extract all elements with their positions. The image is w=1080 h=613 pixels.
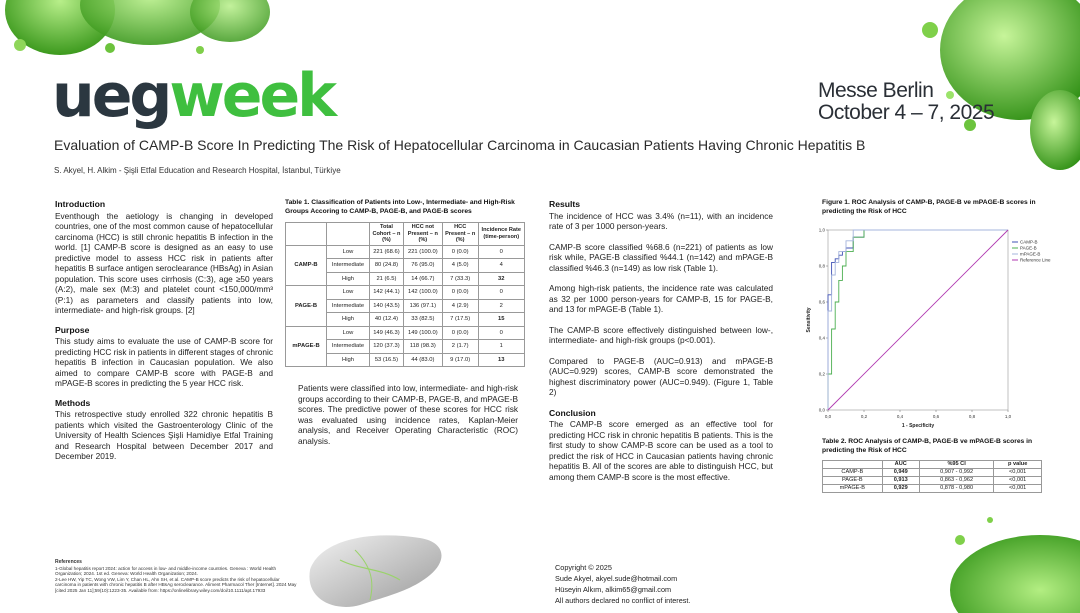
level-cell: Intermediate: [327, 340, 370, 354]
ci-cell: 0,878 - 0,980: [919, 485, 993, 493]
level-cell: High: [327, 353, 370, 367]
methods-continued-text: Patients were classified into low, intermediate- and high-risk groups according to their CAMP-B, PAGE-B, and mPAGE-B scores. The predictive power of these scores for HCC risk was evaluated using incidence rates, Kaplan-Meier analysis, and Receiver Operating Characteristic (ROC) analysis.: [298, 383, 518, 446]
roc-chart: [800, 222, 1051, 440]
conflict-statement: All authors declared no conflict of interest.: [555, 596, 691, 605]
not-present-cell: 142 (100.0): [403, 286, 442, 300]
x-tick-label: 0,2: [860, 414, 868, 419]
table1-header-row: [286, 223, 525, 246]
level-cell: Low: [327, 326, 370, 340]
auc-cell: 0,913: [882, 477, 919, 485]
results-p1: The incidence of HCC was 3.4% (n=11), with an incidence rate of 3 per 1000 person-years.: [549, 210, 773, 231]
y-axis-label: Sensitivity: [806, 307, 812, 333]
author-contact-2: Hüseyin Alkım, alkim65@gmail.com: [555, 585, 672, 594]
table2-header-row: [823, 461, 1042, 469]
table-row: [286, 326, 525, 340]
table1-header-cell: Total Cohort – n (%): [370, 223, 404, 246]
total-cell: 149 (46.3): [370, 326, 404, 340]
venue: [818, 80, 994, 124]
y-tick-label: 0,6: [818, 299, 825, 305]
rate-cell: 0: [478, 245, 524, 259]
introduction-text: Eventhough the aetiology is changing in developed countries, one of the most common cause of hepatocellular carcinoma (HCC) is still chronic hepatitis B infection in the world. [1] CAMP-B score is designed as an easy to use predictive model to assess HCC risk in patients after hepatitis B surface antigen seroclearance (HBsAg) in Asian population. This score uses cirrhosis (C:3), age ≥50 years (A:2), male sex (M:3) and platelet count <150,000/mm³ (P:1) as parameters and classify patients into low, intermediate- and high-risk groups. [2]: [55, 210, 273, 315]
author-contact-1: Sude Akyel, akyel.sude@hotmail.com: [555, 574, 678, 583]
ci-cell: 0,863 - 0,962: [919, 477, 993, 485]
total-cell: 40 (12.4): [370, 313, 404, 327]
x-tick-label: 0,0: [824, 414, 832, 419]
methods-section: [55, 398, 273, 462]
logo-ueg: ueg: [52, 61, 170, 131]
purpose-text: This study aims to evaluate the use of CAMP-B score for predicting HCC risk in patients in different stages of chronic hepatitis B infection in Caucasian population. We also aimed to compare CAMP-B score with PAGE-B and mPAGE-B scores in predicting the 5 year HCC risk.: [55, 336, 273, 388]
present-cell: 4 (2.9): [442, 299, 478, 313]
present-cell: 2 (1.7): [442, 340, 478, 354]
rate-cell: 13: [478, 353, 524, 367]
not-present-cell: 136 (97.1): [403, 299, 442, 313]
table1-caption: Table 1. Classification of Patients into Low-, Intermediate- and High-Risk Groups Accoring to CAMP-B, PAGE-B, and PAGE-B scores: [285, 199, 515, 215]
liver-illustration: [300, 520, 450, 608]
total-cell: 221 (68.6): [370, 245, 404, 259]
purpose-heading: Purpose: [55, 324, 90, 335]
authors: S. Akyel, H. Alkim - Şişli Etfal Education and Research Hospital, İstanbul, Türkiye: [54, 166, 341, 175]
total-cell: 120 (37.3): [370, 340, 404, 354]
results-p4: The CAMP-B score effectively distinguished between low-, intermediate- and high-risk groups (p<0.001).: [549, 324, 773, 345]
table2-caption: Table 2. ROC Analysis of CAMP-B, PAGE-B ve mPAGE-B scores in predicting the Risk of HCC: [822, 438, 1033, 454]
table2: [822, 460, 1042, 493]
rate-cell: 0: [478, 286, 524, 300]
auc-cell: 0,949: [882, 469, 919, 477]
figure1-caption: Figure 1. ROC Analysis of CAMP-B, PAGE-B ve mPAGE-B scores in predicting the Risk of HCC: [822, 199, 1036, 215]
results-p5: Compared to PAGE-B (AUC=0.913) and mPAGE-B (AUC=0.929) scores, CAMP-B score demonstrated the highest discriminatory power (AUC=0.949). (Figure 1, Table 2): [549, 355, 773, 397]
total-cell: 80 (24.8): [370, 259, 404, 273]
table1-header-cell: HCC Present – n (%): [442, 223, 478, 246]
introduction-heading: Introduction: [55, 199, 106, 209]
present-cell: 7 (33.3): [442, 272, 478, 286]
y-tick-label: 0,2: [818, 371, 825, 377]
score-name-cell: mPAGE-B: [823, 485, 883, 493]
column-1: [55, 199, 273, 471]
results-heading: Results: [549, 199, 581, 209]
total-cell: 53 (16.5): [370, 353, 404, 367]
not-present-cell: 118 (98.3): [403, 340, 442, 354]
rate-cell: 32: [478, 272, 524, 286]
p-value-cell: <0,001: [994, 469, 1042, 477]
legend-label: PAGE-B: [1020, 245, 1037, 251]
references: [55, 560, 300, 594]
present-cell: 0 (0.0): [442, 245, 478, 259]
table1: [285, 222, 525, 367]
conclusion-text: The CAMP-B score emerged as an effective tool for predicting HCC risk in chronic hepatitis B patients. This is the first study to show CAMP-B score can be used as a tool to predict the risk of HCC in Caucasian patients having chronic hepatitis B. All of the scores are able to distinguish HCC, but among them CAMP-B score is the most effective.: [549, 419, 773, 482]
table-row: [823, 469, 1042, 477]
table1-header-cell: [327, 223, 370, 246]
not-present-cell: 149 (100.0): [403, 326, 442, 340]
not-present-cell: 33 (82.5): [403, 313, 442, 327]
copyright-line: Copyright © 2025: [555, 563, 612, 572]
score-name-cell: mPAGE-B: [286, 326, 327, 367]
venue-dates: October 4 – 7, 2025: [818, 101, 995, 124]
x-axis-label: 1 - Specificity: [901, 423, 935, 429]
methods-text: This retrospective study enrolled 322 chronic hepatitis B patients which visited the Gastroenterology Clinic of the University of Health Sciences Şişli Hamidiye Etfal Training and Research Hospital between December 2017 and December 2019.: [55, 409, 273, 461]
level-cell: High: [327, 313, 370, 327]
table-row: [823, 485, 1042, 493]
auc-cell: 0,929: [882, 485, 919, 493]
present-cell: 7 (17.5): [442, 313, 478, 327]
level-cell: Intermediate: [327, 299, 370, 313]
ueg-week-logo: [52, 61, 335, 131]
column-2: [285, 199, 525, 446]
x-tick-label: 1,0: [1004, 414, 1012, 419]
not-present-cell: 221 (100.0): [403, 245, 442, 259]
table1-header-cell: [286, 223, 327, 246]
table2-header-cell: %95 CI: [919, 461, 993, 469]
p-value-cell: <0,001: [994, 485, 1042, 493]
introduction-section: [55, 199, 273, 316]
total-cell: 140 (43.5): [370, 299, 404, 313]
score-name-cell: CAMP-B: [823, 469, 883, 477]
table-row: [823, 477, 1042, 485]
rate-cell: 15: [478, 313, 524, 327]
decor-bottom-right: [930, 500, 1080, 608]
ci-cell: 0,907 - 0,992: [919, 469, 993, 477]
score-name-cell: PAGE-B: [823, 477, 883, 485]
y-tick-label: 0,4: [818, 335, 825, 341]
score-name-cell: CAMP-B: [286, 245, 327, 286]
roc-chart-svg: [800, 222, 1051, 440]
column-3: [549, 199, 773, 482]
rate-cell: 2: [478, 299, 524, 313]
x-tick-label: 0,6: [932, 414, 940, 419]
methods-heading: Methods: [55, 397, 91, 408]
purpose-section: [55, 325, 273, 389]
y-tick-label: 0,8: [818, 263, 825, 269]
level-cell: Low: [327, 245, 370, 259]
level-cell: High: [327, 272, 370, 286]
present-cell: 0 (0.0): [442, 326, 478, 340]
table1-body: [286, 245, 525, 367]
poster-title: Evaluation of CAMP-B Score In Predicting The Risk of Hepatocellular Carcinoma in Caucasian Patients Having Chronic Hepatitis B: [54, 137, 866, 153]
table2-header-cell: AUC: [882, 461, 919, 469]
logo-week: week: [169, 61, 335, 131]
references-text: 1-Global hepatitis report 2024: action for access in low- and middle-income countries. Geneva : World Health Organization; 2024. 1st ed. Geneva: World Health Organization; 2024. 2-Lee HW, Yip TC, Wong VW, Lim Y, Chan HL, Ahn SH, et al. CAMP-B score predicts the risk of hepatocellular carcinoma in patients with chronic hepatitis B after HBsAg seroclearance. Aliment Pharmacol Ther [Internet]. 2024 May [cited 2025 Jan 11];59(10):1223-35. Available from: https://onlinelibrary.wiley.com/doi/10.1111/apt.17933: [55, 565, 297, 593]
table2-header-cell: p value: [994, 461, 1042, 469]
references-heading: References: [55, 559, 82, 565]
y-tick-label: 1,0: [818, 227, 825, 233]
legend-label: CAMP-B: [1020, 239, 1038, 245]
not-present-cell: 76 (95.0): [403, 259, 442, 273]
legend-label: Reference Line: [1020, 257, 1051, 263]
table1-header-cell: Incidence Rate (time-person): [478, 223, 524, 246]
rate-cell: 0: [478, 326, 524, 340]
x-tick-label: 0,8: [968, 414, 976, 419]
level-cell: Low: [327, 286, 370, 300]
table-row: [286, 286, 525, 300]
present-cell: 0 (0.0): [442, 286, 478, 300]
x-tick-label: 0,4: [896, 414, 904, 419]
score-name-cell: PAGE-B: [286, 286, 327, 327]
table2-header-cell: [823, 461, 883, 469]
results-p3: Among high-risk patients, the incidence rate was calculated as 32 per 1000 person-years for CAMP-B, 15 for PAGE-B, and 13 for mPAGE-B (Table 1).: [549, 283, 773, 314]
copyright-block: [555, 562, 755, 606]
decor-top-left: [0, 0, 260, 60]
conclusion-heading: Conclusion: [549, 407, 596, 418]
rate-cell: 4: [478, 259, 524, 273]
present-cell: 4 (5.0): [442, 259, 478, 273]
not-present-cell: 14 (66.7): [403, 272, 442, 286]
table1-header-cell: HCC not Present – n (%): [403, 223, 442, 246]
level-cell: Intermediate: [327, 259, 370, 273]
p-value-cell: <0,001: [994, 477, 1042, 485]
not-present-cell: 44 (83.0): [403, 353, 442, 367]
venue-city: Messe Berlin: [818, 79, 934, 102]
y-tick-label: 0,0: [818, 407, 825, 413]
total-cell: 142 (44.1): [370, 286, 404, 300]
table-row: [286, 245, 525, 259]
results-p2: CAMP-B score classified %68.6 (n=221) of patients as low risk while, PAGE-B classified %44.1 (n=142) and mPAGE-B classified %46.3 (n=149) as low risk (Table 1).: [549, 241, 773, 273]
rate-cell: 1: [478, 340, 524, 354]
total-cell: 21 (6.5): [370, 272, 404, 286]
present-cell: 9 (17.0): [442, 353, 478, 367]
legend-label: mPAGE-B: [1020, 251, 1041, 257]
